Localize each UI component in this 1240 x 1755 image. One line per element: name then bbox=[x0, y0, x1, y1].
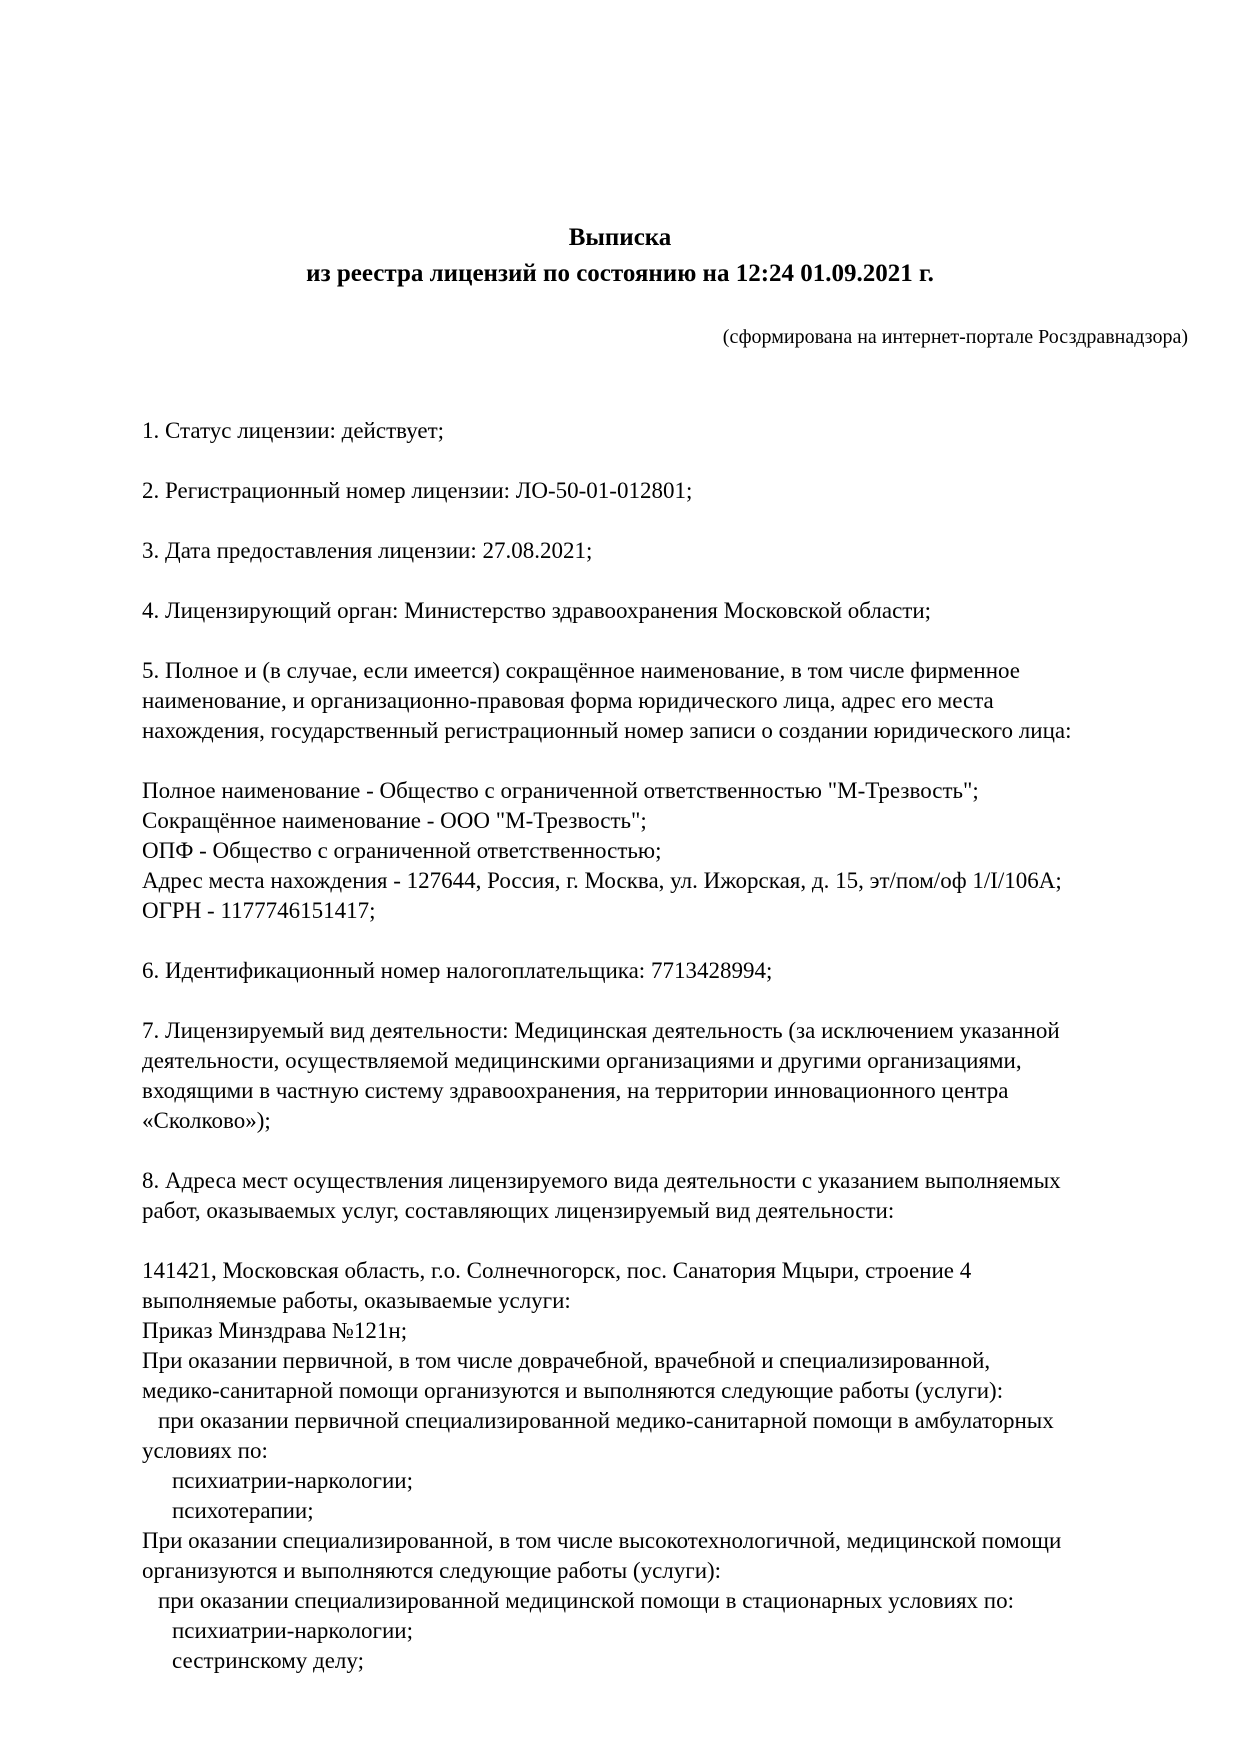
text-line: 7. Лицензируемый вид деятельности: Медицинская деятельность (за исключением указанной bbox=[142, 1018, 1060, 1043]
text-line: психиатрии-наркологии; bbox=[172, 1468, 413, 1493]
text-line: Сокращённое наименование - ООО "М-Трезвость"; bbox=[142, 808, 647, 833]
text-line: выполняемые работы, оказываемые услуги: bbox=[142, 1288, 571, 1313]
text-line: ОПФ - Общество с ограниченной ответственностью; bbox=[142, 838, 662, 863]
text-line: 4. Лицензирующий орган: Министерство здравоохранения Московской области; bbox=[142, 598, 932, 623]
text-line: медико-санитарной помощи организуются и выполняются следующие работы (услуги): bbox=[142, 1378, 1004, 1403]
title-line-1: Выписка bbox=[568, 224, 672, 251]
paragraph bbox=[142, 1016, 1240, 1136]
paragraph bbox=[142, 956, 1240, 986]
text-line: входящими в частную систему здравоохранения, на территории инновационного центра bbox=[142, 1078, 1009, 1103]
document-title bbox=[0, 220, 1240, 292]
text-line: при оказании специализированной медицинской помощи в стационарных условиях по: bbox=[158, 1588, 1014, 1613]
text-line: психиатрии-наркологии; bbox=[172, 1618, 413, 1643]
text-line: При оказании специализированной, в том числе высокотехнологичной, медицинской помощи bbox=[142, 1528, 1062, 1553]
text-line: сестринскому делу; bbox=[172, 1648, 364, 1673]
text-line: 1. Статус лицензии: действует; bbox=[142, 418, 445, 443]
text-line: «Сколково»); bbox=[142, 1108, 271, 1133]
text-line: Адрес места нахождения - 127644, Россия, г. Москва, ул. Ижорская, д. 15, эт/пом/оф 1/I/106А; bbox=[142, 868, 1062, 893]
text-line: При оказании первичной, в том числе доврачебной, врачебной и специализированной, bbox=[142, 1348, 991, 1373]
text-line: психотерапии; bbox=[172, 1498, 314, 1523]
document-body bbox=[142, 416, 1240, 1706]
text-line: 6. Идентификационный номер налогоплательщика: 7713428994; bbox=[142, 958, 773, 983]
text-line: работ, оказываемых услуг, составляющих лицензируемый вид деятельности: bbox=[142, 1198, 895, 1223]
text-line: 8. Адреса мест осуществления лицензируемого вида деятельности с указанием выполняемых bbox=[142, 1168, 1061, 1193]
paragraph bbox=[142, 476, 1240, 506]
title-line-2: из реестра лицензий по состоянию на 12:24 01.09.2021 г. bbox=[306, 260, 934, 287]
text-line: 5. Полное и (в случае, если имеется) сокращённое наименование, в том числе фирменное bbox=[142, 658, 1020, 683]
paragraph bbox=[142, 536, 1240, 566]
text-line: Полное наименование - Общество с ограниченной ответственностью "М-Трезвость"; bbox=[142, 778, 979, 803]
text-line: ОГРН - 1177746151417; bbox=[142, 898, 376, 923]
paragraph bbox=[142, 596, 1240, 626]
text-line: деятельности, осуществляемой медицинскими организациями и другими организациями, bbox=[142, 1048, 1022, 1073]
text-line: наименование, и организационно-правовая форма юридического лица, адрес его места bbox=[142, 688, 994, 713]
text-line: при оказании первичной специализированной медико-санитарной помощи в амбулаторных bbox=[158, 1408, 1054, 1433]
text-line: нахождения, государственный регистрационный номер записи о создании юридического лица: bbox=[142, 718, 1072, 743]
paragraph bbox=[142, 776, 1240, 926]
text-line: 2. Регистрационный номер лицензии: ЛО-50-01-012801; bbox=[142, 478, 693, 503]
text-line: 141421, Московская область, г.о. Солнечногорск, пос. Санатория Мцыри, строение 4 bbox=[142, 1258, 972, 1283]
text-line: 3. Дата предоставления лицензии: 27.08.2021; bbox=[142, 538, 593, 563]
text-line: условиях по: bbox=[142, 1438, 268, 1463]
paragraph bbox=[142, 416, 1240, 446]
text-line: Приказ Минздрава №121н; bbox=[142, 1318, 408, 1343]
text-line: организуются и выполняются следующие работы (услуги): bbox=[142, 1558, 722, 1583]
paragraph bbox=[142, 656, 1240, 746]
paragraph bbox=[142, 1256, 1240, 1676]
document-subtitle: (сформирована на интернет-портале Росздравнадзора) bbox=[722, 326, 1188, 348]
paragraph bbox=[142, 1166, 1240, 1226]
